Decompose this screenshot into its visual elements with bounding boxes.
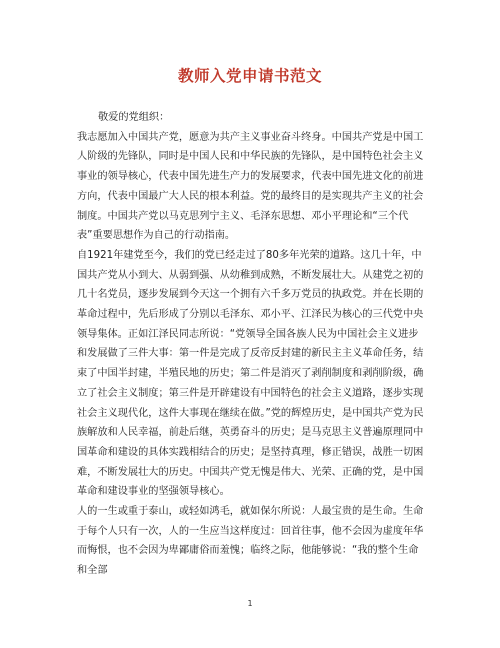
salutation: 敬爱的党组织：: [98, 112, 170, 123]
page-number: 1: [247, 599, 253, 608]
paragraph-1: 我志愿加入中国共产党，愿意为共产主义事业奋斗终身。中国共产党是中国工人阶级的先锋队，同时是中国人民和中华民族的先锋队，是中国特色社会主义事业的领导核心，代表中国先进生产力的发展要求，代表中国先进文化的前进方向，代表中国最广大人民的根本利益。党的最终目的是实现共产主义的社会制度。中国共产党以马克思列宁主义、毛泽东思想、邓小平理论和“三个代表”重要思想作为自己的行动指南。: [77, 131, 424, 242]
document-title: 教师入党申请书范文: [177, 67, 322, 85]
paragraph-2: 自1921年建党至今，我们的党已经走过了80多年光荣的道路。这几十年，中国共产党从小到大、从弱到强、从幼稚到成熟，不断发展壮大。从建党之初的几十名党员，逐步发展到今天这一个拥有六千多万党员的执政党。并在长期的革命过程中，先后形成了分别以毛泽东、邓小平、江泽民为核心的三代党中央领导集体。正如江泽民同志所说：“党领导全国各族人民为中国社会主义进步和发展做了三件大事：第一件是完成了反帝反封建的新民主主义革命任务，结束了中国半封建，半殖民地的历史；第二件是消灭了剥削制度和剥削阶级，确立了社会主义制度；第三件是开辟建设有中国特色的社会主义道路，逐步实现社会主义现代化，这件大事现在继续在做。”党的辉煌历史，是中国共产党为民族解放和人民幸福，前赴后继，英勇奋斗的历史；是马克思主义普遍原理同中国革命和建设的具体实践相结合的历史；是坚持真理，修正错误，战胜一切困难，不断发展壮大的历史。中国共产党无愧是伟大、光荣、正确的党，是中国革命和建设事业的坚强领导核心。: [77, 249, 424, 498]
paragraph-3: 人的一生或重于泰山，或轻如鸿毛，就如保尔所说：人最宝贵的是生命。生命于每个人只有一次，人的一生应当这样度过：回首往事，他不会因为虚度年华而悔恨，也不会因为卑鄙庸俗而羞愧；临终之际，他能够说：“我的整个生命和全部: [77, 506, 424, 577]
document-body: [77, 108, 428, 581]
